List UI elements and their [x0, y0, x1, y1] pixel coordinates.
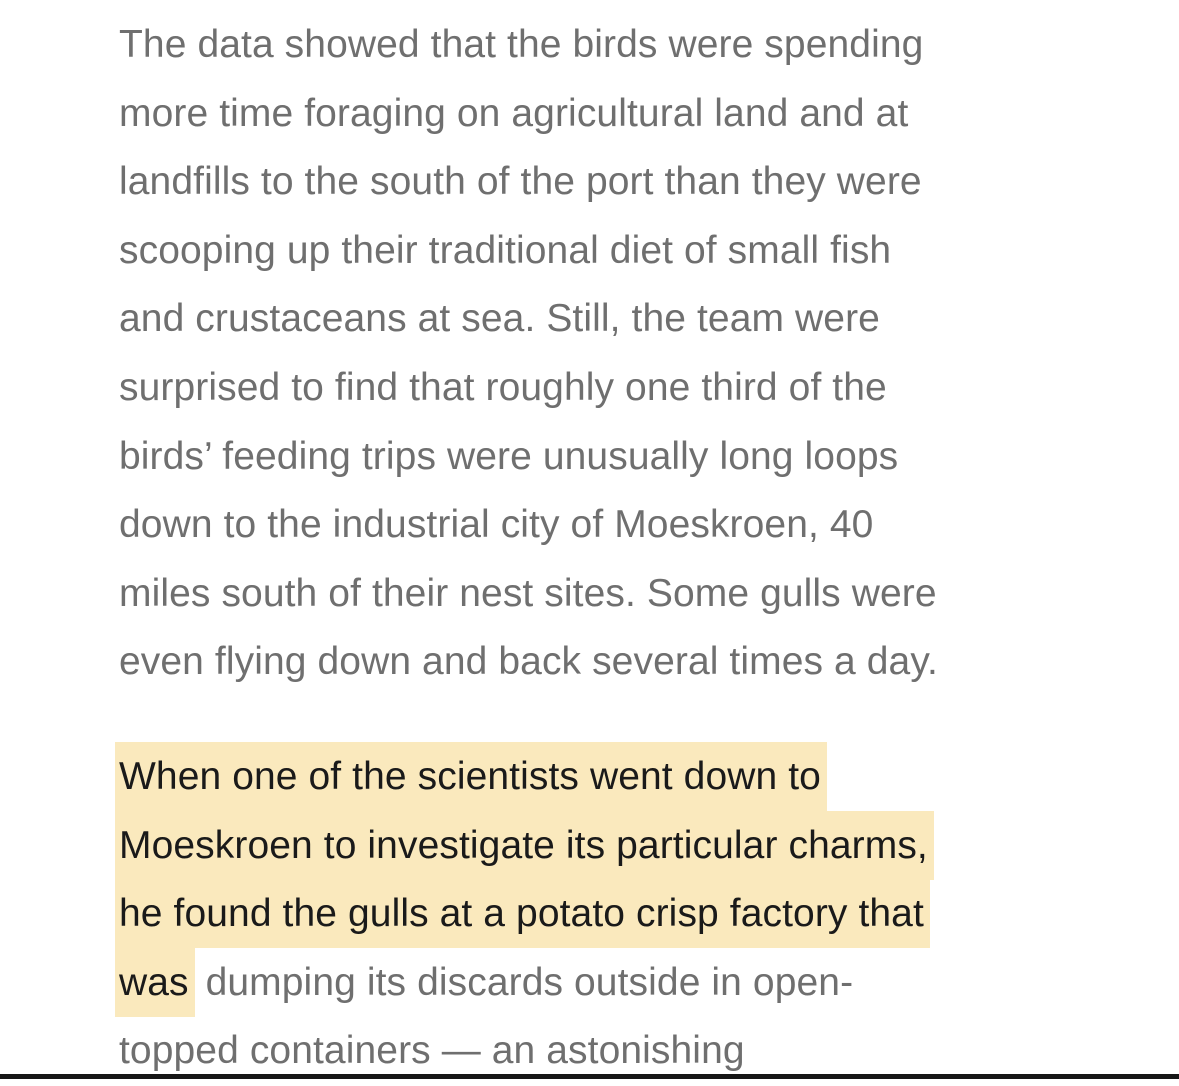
text-line: even flying down and back several times a day.: [119, 640, 938, 684]
text-line: [119, 743, 938, 812]
highlight-span[interactable]: Moeskroen to investigate its particular charms,: [115, 811, 934, 880]
bottom-divider: [0, 1074, 1179, 1079]
text-line: surprised to find that roughly one third of the: [119, 365, 887, 409]
highlight-span[interactable]: was: [115, 948, 195, 1017]
text-line: more time foraging on agricultural land and at: [119, 91, 909, 135]
plain-text-span: topped containers — an astonishing: [119, 1029, 745, 1073]
highlight-span[interactable]: he found the gulls at a potato crisp factory that: [115, 879, 930, 948]
text-line: miles south of their nest sites. Some gulls were: [119, 571, 937, 615]
text-line: [119, 812, 938, 881]
text-line: birds’ feeding trips were unusually long loops: [119, 434, 899, 478]
text-line: landfills to the south of the port than they were: [119, 160, 922, 204]
paragraph-1: [119, 11, 938, 697]
text-line: [119, 880, 938, 949]
article-text-column: [119, 11, 938, 1086]
paragraph-2: [119, 743, 938, 1086]
text-line: scooping up their traditional diet of small fish: [119, 228, 892, 272]
text-line: [119, 949, 938, 1018]
text-line: down to the industrial city of Moeskroen, 40: [119, 503, 874, 547]
text-line: The data showed that the birds were spending: [119, 23, 924, 66]
highlight-span[interactable]: When one of the scientists went down to: [115, 742, 827, 811]
text-line: and crustaceans at sea. Still, the team were: [119, 297, 880, 341]
plain-text-span: dumping its discards outside in open-: [194, 960, 854, 1004]
